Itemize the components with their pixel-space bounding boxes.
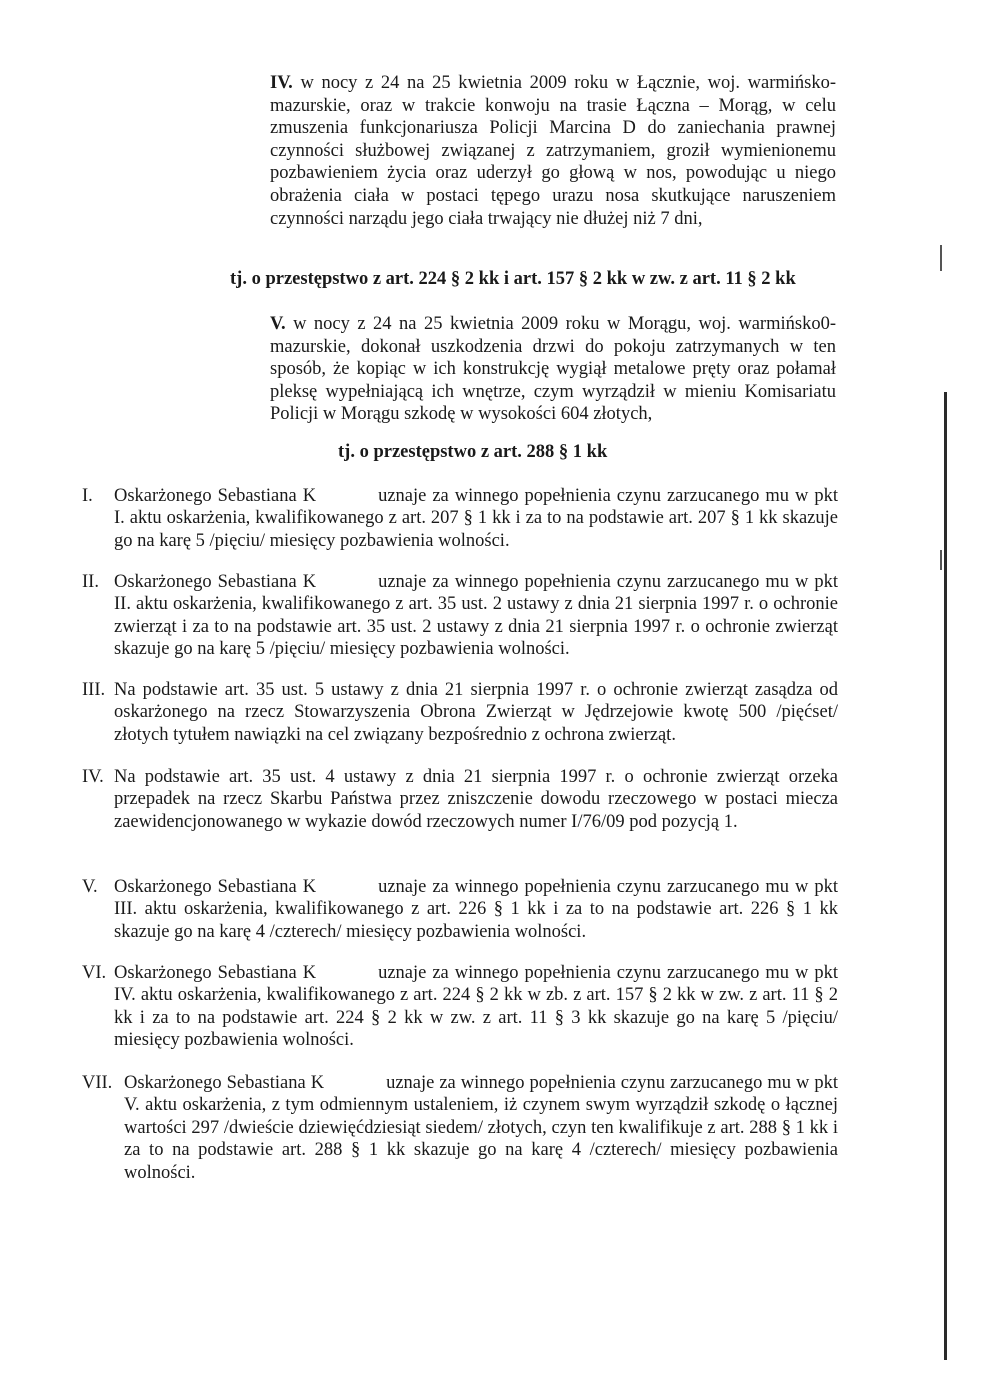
scan-edge-mark — [940, 245, 942, 271]
verdict-item-text: uznaje za winnego popełnienia czynu zarzucanego mu w pkt V. aktu oskarżenia, z tym odmiennym ustaleniem, iż czynem swym wyrządził szkodę o łącznej wartości 297 /dwieście dziewięćdziesiąt siedem/ złotych, czyn ten kwalifikuje z art. 288 § 1 kk i za to na podstawie art. 288 § 1 kk skazuje go na karę 4 /czterech/ miesięcy pozbawienia wolności. — [124, 1073, 839, 1183]
verdict-item-number: IV. — [82, 767, 104, 787]
verdict-item-number: III. — [82, 680, 106, 700]
verdict-item-number: V. — [82, 877, 98, 897]
verdict-item-text: Na podstawie art. 35 ust. 4 ustawy z dnia 21 sierpnia 1997 r. o ochronie zwierząt orzeka przepadek na rzecz Skarbu Państwa przez zniszczenie dowodu rzeczowego w postaci miecza zaewidencjonowanego w wykazie dowód rzeczowych numer I/76/09 pod pozycją 1. — [114, 767, 838, 832]
charge-iv-qualification: tj. o przestępstwo z art. 224 § 2 kk i art. 157 § 2 kk w zw. z art. 11 § 2 kk — [230, 269, 796, 289]
charge-iv-text: w nocy z 24 na 25 kwietnia 2009 roku w Łącznie, woj. warmińsko-mazurskie, oraz w trakcie konwoju na trasie Łączna – Morąg, w celu zmuszenia funkcjonariusza Policji Marcina D do zaniechania prawnej czynności służbowej związanej z zatrzymaniem, groził wymienionemu pozbawieniem życia oraz uderzył go głową w nos, powodując u niego obrażenia ciała w postaci tępego urazu nosa skutkujące naruszeniem czynności narządu jego ciała trwający nie dłużej niż 7 dni, — [270, 73, 836, 229]
charge-iv — [270, 72, 836, 230]
verdict-item-vi — [82, 962, 838, 1052]
scan-edge-line — [944, 392, 947, 1360]
verdict-item-defendant: Oskarżonego Sebastiana K — [114, 963, 317, 983]
verdict-item-text: Na podstawie art. 35 ust. 5 ustawy z dnia 21 sierpnia 1997 r. o ochronie zwierząt zasądza od oskarżonego na rzecz Stowarzyszenia Obrona Zwierząt w Jędrzejowie kwotę 500 /pięćset/ złotych tytułem nawiązki na cel związany bezpośrednio z ochrona zwierząt. — [114, 680, 838, 745]
verdict-item-defendant: Oskarżonego Sebastiana K — [124, 1073, 325, 1093]
charge-v-text: w nocy z 24 na 25 kwietnia 2009 roku w Morągu, woj. warmińsko0-mazurskie, dokonał uszkodzenia drzwi do pokoju zatrzymanych w ten sposób, że kopiąc w ich konstrukcję wygiął metalowe pręty oraz połamał pleksę wypełniającą ich wnętrze, czym wyrządził w mieniu Komisariatu Policji w Morągu szkodę w wysokości 604 złotych, — [270, 314, 836, 425]
verdict-item-text: uznaje za winnego popełnienia czynu zarzucanego mu w pkt II. aktu oskarżenia, kwalifikowanego z art. 35 ust. 2 ustawy z dnia 21 sierpnia 1997 r. o ochronie zwierząt i za to na podstawie art. 35 ust. 2 ustawy z dnia 21 sierpnia 1997 r. o ochronie zwierząt skazuje go na karę 5 /pięciu/ miesięcy pozbawienia wolności. — [114, 572, 839, 660]
charge-v — [270, 313, 836, 426]
charge-iv-number: IV. — [270, 73, 293, 93]
verdict-item-i — [82, 485, 838, 552]
verdict-item-text: uznaje za winnego popełnienia czynu zarzucanego mu w pkt IV. aktu oskarżenia, kwalifikowanego z art. 224 § 2 kk w zb. z art. 157 § 2 kk w zw. z art. 11 § 2 kk i za to na podstawie art. 224 § 2 kk w zw. z art. 11 § 3 kk skazuje go na karę 5 /pięciu/ miesięcy pozbawienia wolności. — [114, 963, 839, 1051]
verdict-item-number: VI. — [82, 963, 107, 983]
charge-v-qualification: tj. o przestępstwo z art. 288 § 1 kk — [338, 442, 608, 462]
verdict-item-defendant: Oskarżonego Sebastiana K — [114, 486, 317, 506]
verdict-item-number: I. — [82, 486, 93, 506]
verdict-item-iii — [82, 679, 838, 746]
scan-edge-mark — [940, 550, 942, 570]
charge-v-number: V. — [270, 314, 286, 334]
verdict-item-text: uznaje za winnego popełnienia czynu zarzucanego mu w pkt III. aktu oskarżenia, kwalifikowanego z art. 226 § 1 kk i za to na podstawie art. 226 § 1 kk skazuje go na karę 4 /czterech/ miesięcy pozbawienia wolności. — [114, 877, 839, 942]
verdict-item-text: uznaje za winnego popełnienia czynu zarzucanego mu w pkt I. aktu oskarżenia, kwalifikowanego z art. 207 § 1 kk i za to na podstawie art. 207 § 1 kk skazuje go na karę 5 /pięciu/ miesięcy pozbawienia wolności. — [114, 486, 839, 551]
verdict-item-ii — [82, 571, 838, 661]
verdict-item-iv — [82, 766, 838, 833]
verdict-item-v — [82, 876, 838, 943]
verdict-item-defendant: Oskarżonego Sebastiana K — [114, 572, 317, 592]
verdict-item-number: VII. — [82, 1073, 113, 1093]
verdict-item-defendant: Oskarżonego Sebastiana K — [114, 877, 317, 897]
verdict-item-vii — [82, 1072, 838, 1184]
verdict-item-number: II. — [82, 572, 99, 592]
